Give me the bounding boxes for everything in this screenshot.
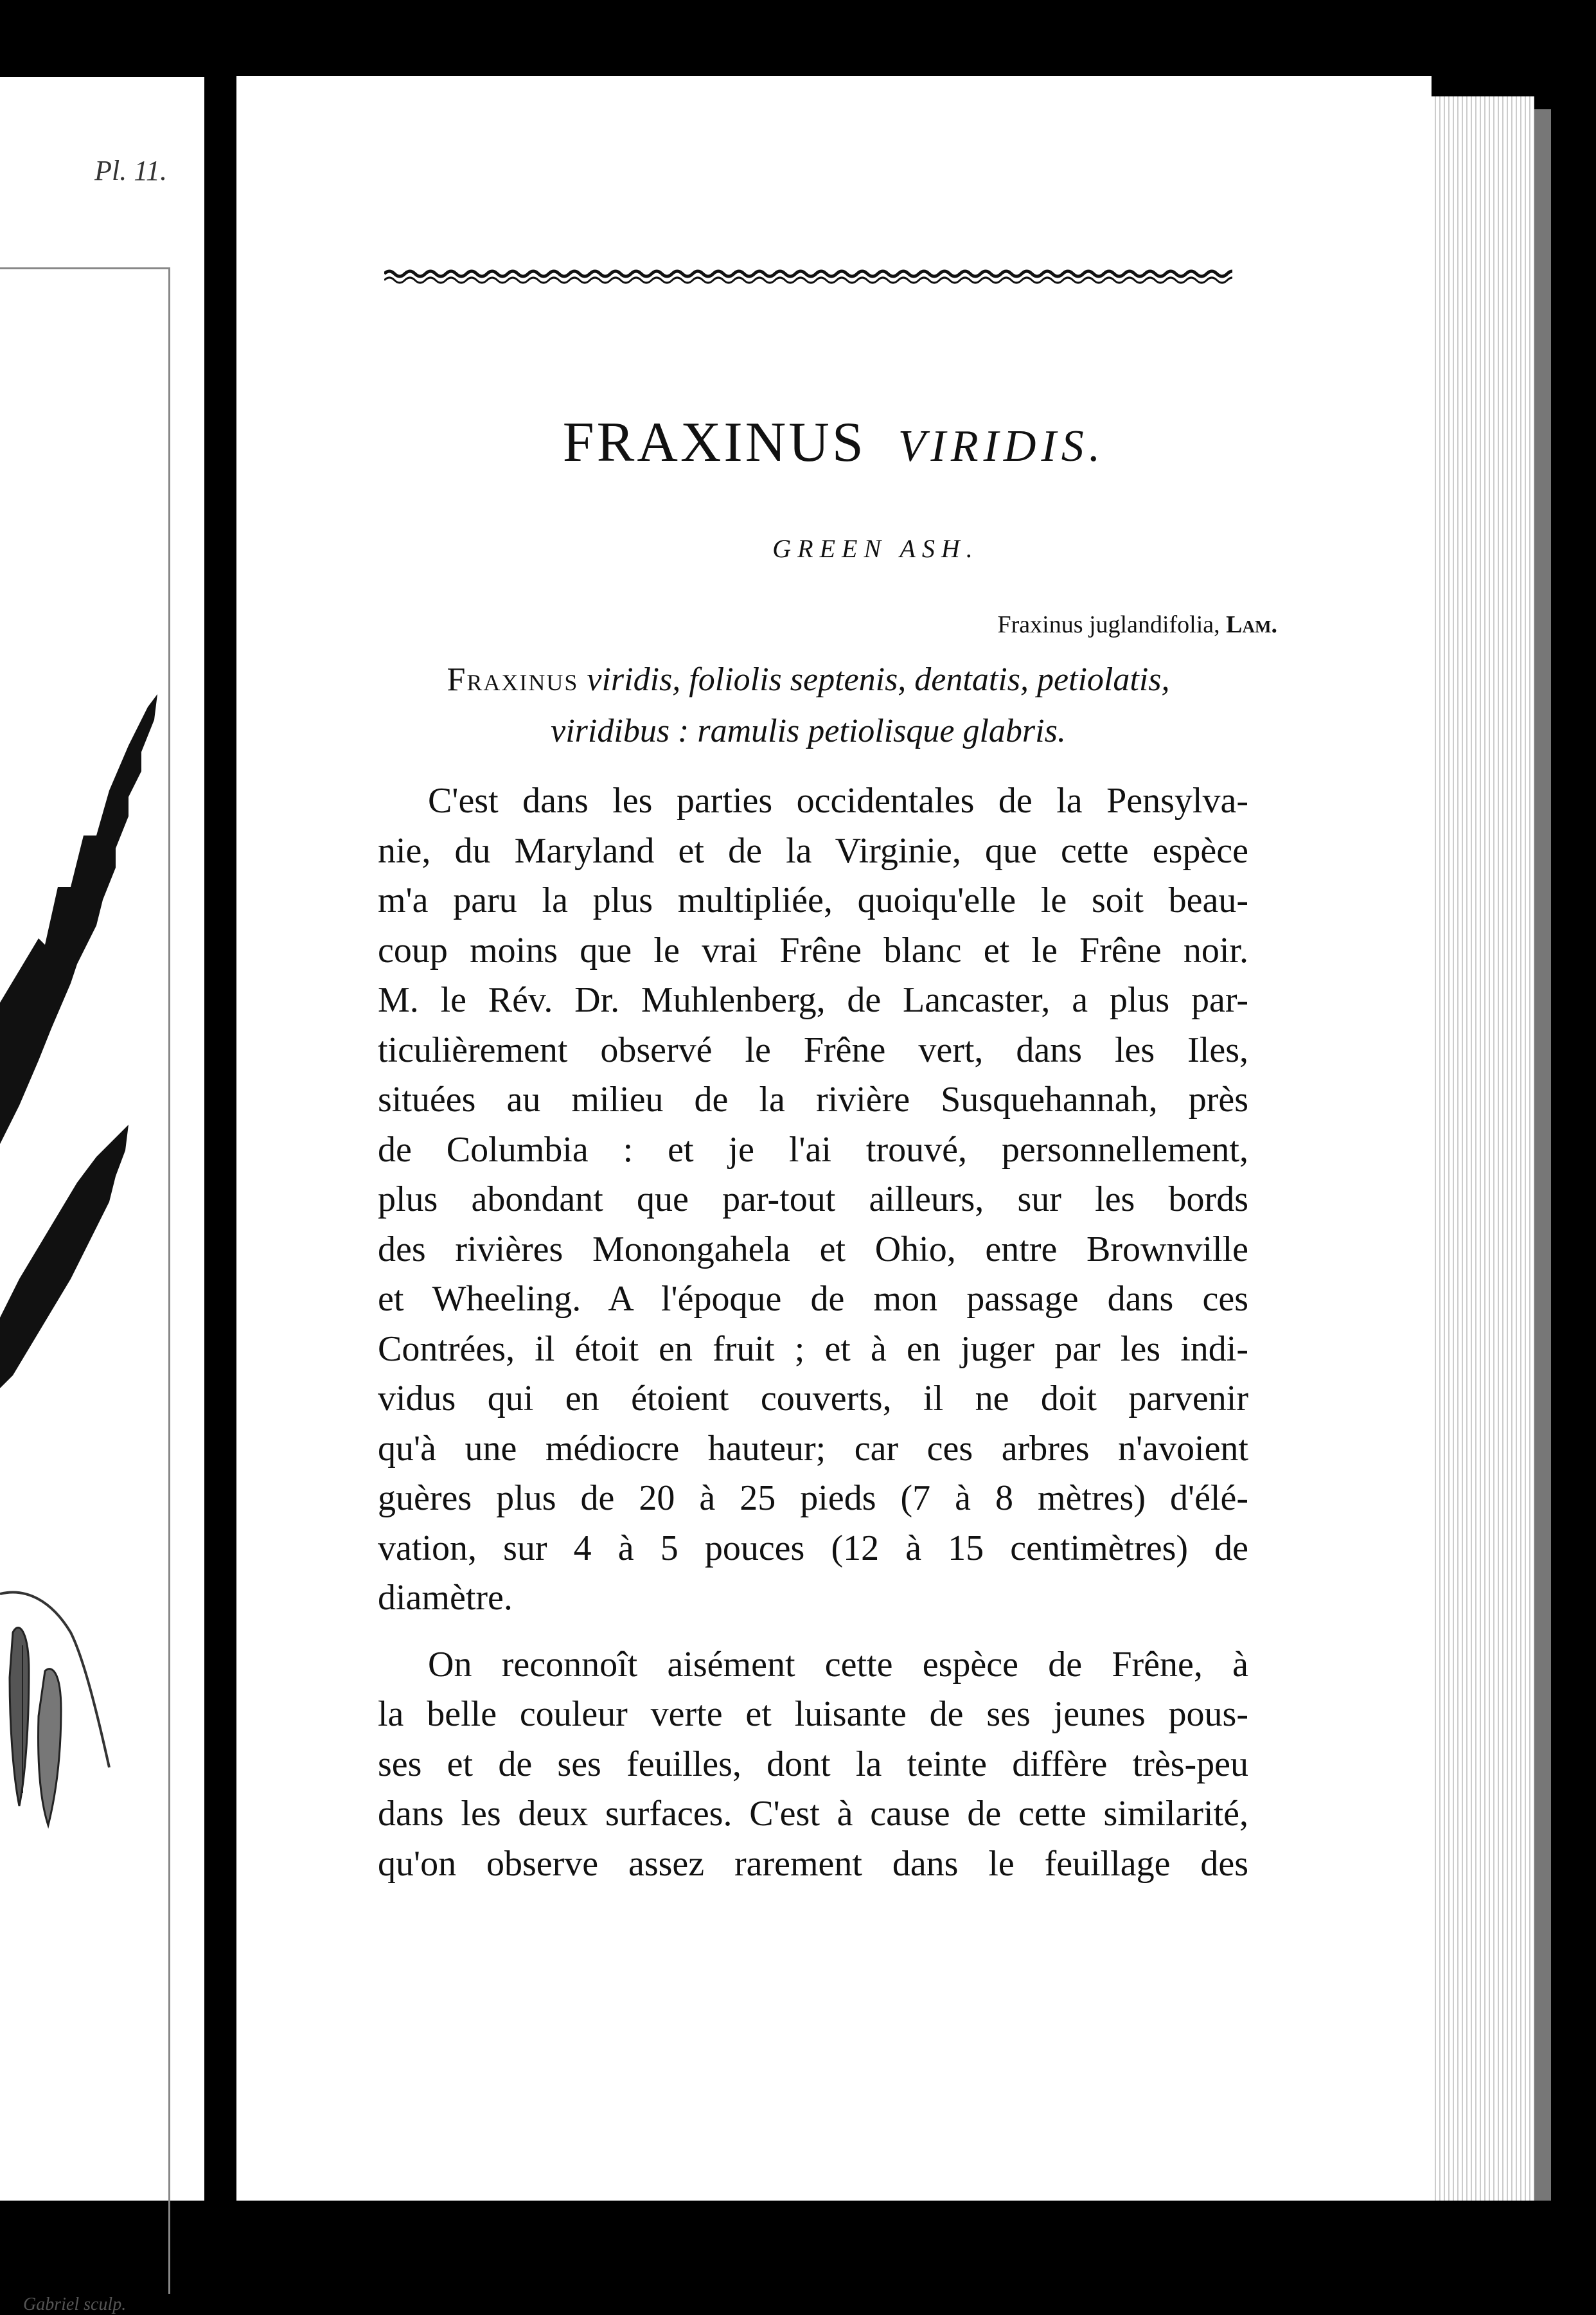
text-line: qu'à une médiocre hauteur; car ces arbres n'avoient xyxy=(378,1428,1248,1469)
left-page-plate xyxy=(0,77,204,2314)
text-line: M. le Rév. Dr. Muhlenberg, de Lancaster, a plus par- xyxy=(378,980,1248,1020)
diagnosis-line-2: viridibus : ramulis petiolisque glabris. xyxy=(551,713,1066,749)
decorative-rule xyxy=(384,267,1232,285)
text-line: des rivières Monongahela et Ohio, entre Brownville xyxy=(378,1229,1248,1269)
synonym-author: Lam. xyxy=(1226,611,1277,638)
leaf-illustration xyxy=(0,643,168,2314)
text-line: guères plus de 20 à 25 pieds (7 à 8 mètres) d'élé- xyxy=(378,1478,1248,1518)
body-text xyxy=(378,776,1248,1889)
latin-diagnosis xyxy=(371,654,1245,757)
text-line: diamètre. xyxy=(378,1578,513,1618)
book-gutter xyxy=(204,64,236,2201)
text-line: de Columbia : et je l'ai trouvé, personnellement, xyxy=(378,1129,1248,1170)
text-line: On reconnoît aisément cette espèce de Frêne, à xyxy=(428,1644,1248,1685)
text-line: m'a paru la plus multipliée, quoiqu'elle le soit beau- xyxy=(378,880,1248,920)
text-line: dans les deux surfaces. C'est à cause de cette similarité, xyxy=(378,1794,1248,1834)
text-line: vation, sur 4 à 5 pouces (12 à 15 centimètres) de xyxy=(378,1528,1248,1568)
text-line: nie, du Maryland et de la Virginie, que cette espèce xyxy=(378,830,1248,871)
text-line: la belle couleur verte et luisante de ses jeunes pous- xyxy=(378,1694,1248,1734)
diagnosis-genus: Fraxinus xyxy=(447,661,579,698)
common-name: GREEN ASH. xyxy=(772,534,979,563)
paragraph-1 xyxy=(378,776,1248,1623)
text-line: vidus qui en étoient couverts, il ne doit parvenir xyxy=(378,1379,1248,1418)
text-line: coup moins que le vrai Frêne blanc et le Frêne noir. xyxy=(378,930,1248,970)
text-line: Contrées, il étoit en fruit ; et à en juger par les indi- xyxy=(378,1328,1248,1369)
text-line: situées au milieu de la rivière Susquehannah, près xyxy=(378,1080,1248,1120)
engraver-credit: Gabriel sculp. xyxy=(23,2294,127,2314)
species-epithet: VIRIDIS. xyxy=(898,422,1106,471)
book-cover-edge xyxy=(1534,109,1551,2201)
paragraph-2 xyxy=(378,1640,1248,1890)
species-title xyxy=(236,410,1432,475)
diagnosis-line-1: viridis, foliolis septenis, dentatis, petiolatis, xyxy=(578,661,1170,698)
text-line: ticulièrement observé le Frêne vert, dans les Iles, xyxy=(378,1030,1248,1070)
synonym-name: Fraxinus juglandifolia, xyxy=(997,611,1220,638)
plate-label: Pl. 11. xyxy=(94,155,167,186)
right-page-text xyxy=(236,76,1432,2201)
text-line: ses et de ses feuilles, dont la teinte diffère très-peu xyxy=(378,1744,1248,1784)
text-line: C'est dans les parties occidentales de la Pensylva- xyxy=(428,781,1248,821)
book-page-edges xyxy=(1432,96,1534,2201)
synonym xyxy=(997,611,1277,639)
text-line: et Wheeling. A l'époque de mon passage dans ces xyxy=(378,1279,1248,1319)
text-line: plus abondant que par-tout ailleurs, sur les bords xyxy=(378,1179,1248,1219)
genus-name: FRAXINUS xyxy=(562,411,866,474)
text-line: qu'on observe assez rarement dans le feuillage des xyxy=(378,1843,1248,1884)
